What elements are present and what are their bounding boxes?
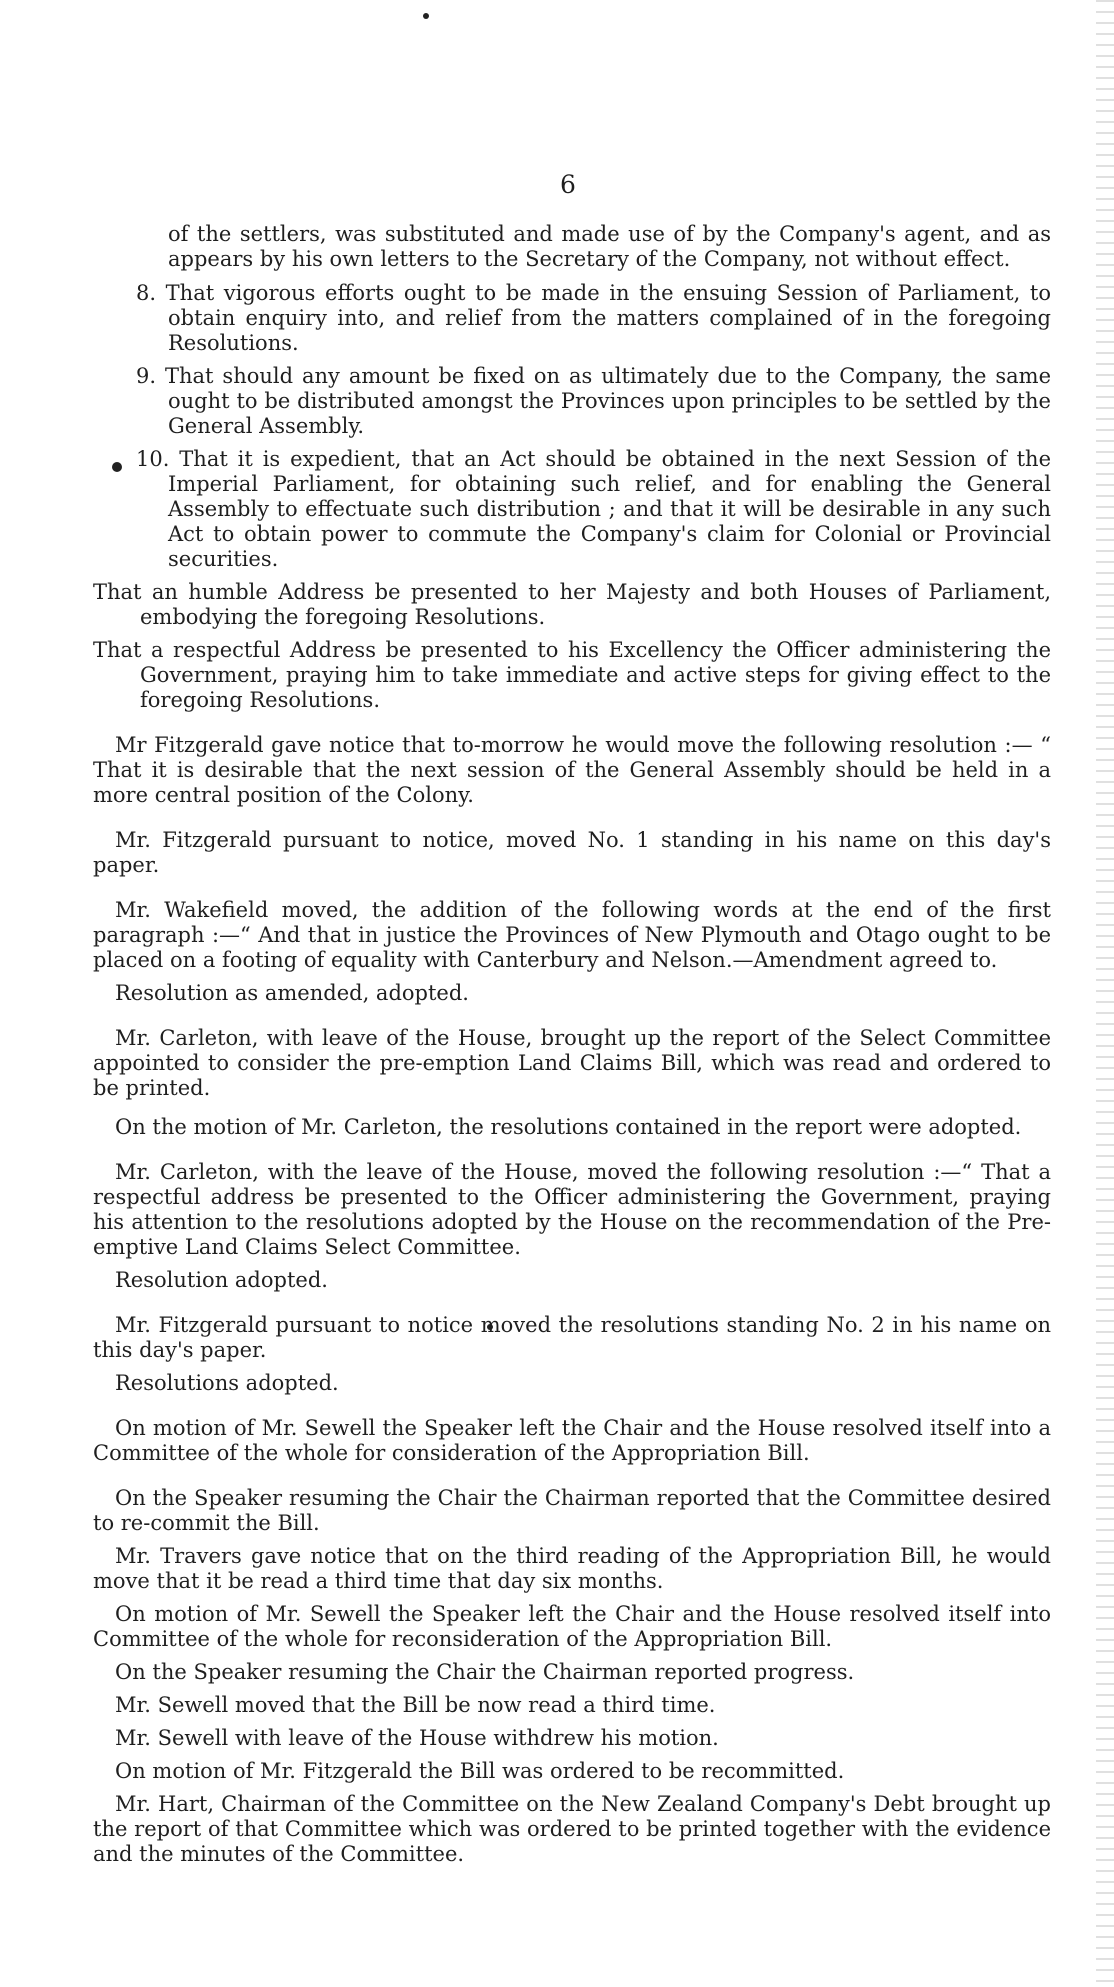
scan-edge-artifact: [1096, 0, 1114, 1987]
paragraph-continuation: of the settlers, was substituted and made use of by the Company's agent, and as appears by his own letters to the Secretary of the Company, not without effect.: [168, 222, 1051, 271]
resolution-8: 8. That vigorous efforts ought to be made in the ensuing Session of Parliament, to obtain enquiry into, and relief from the matters complained of in the foregoing Resolutions.: [136, 281, 1051, 355]
address-her-majesty: That an humble Address be presented to her Majesty and both Houses of Parliament, embodying the foregoing Resolutions.: [93, 580, 1051, 629]
carleton-report: Mr. Carleton, with leave of the House, brought up the report of the Select Committee appointed to consider the pre-emption Land Claims Bill, which was read and ordered to be printed.: [93, 1026, 1051, 1100]
committee-appropriation-bill: On motion of Mr. Sewell the Speaker left the Chair and the House resolved itself into a Committee of the whole for consideration of the Appropriation Bill.: [93, 1416, 1051, 1465]
document-body: [93, 222, 1051, 1867]
fitzgerald-moved-no-1: Mr. Fitzgerald pursuant to notice, moved No. 1 standing in his name on this day's paper.: [93, 828, 1051, 877]
carleton-address-resolution: Mr. Carleton, with the leave of the House, moved the following resolution :—“ That a respectful address be presented to the Officer administering the Government, praying his attention to the resolutions adopted by the House on the recommendation of the Pre-emptive Land Claims Select Committee.: [93, 1160, 1051, 1259]
wakefield-amendment: Mr. Wakefield moved, the addition of the following words at the end of the first paragraph :—“ And that in justice the Provinces of New Plymouth and Otago ought to be placed on a footing of equality with Canterbury and Nelson.—Amendment agreed to.: [93, 898, 1051, 972]
resolution-10: 10. That it is expedient, that an Act should be obtained in the next Session of the Imperial Parliament, for obtaining such relief, and for enabling the General Assembly to effectuate such distribution ; and that it will be desirable in any such Act to obtain power to commute the Company's claim for Colonial or Provincial securities.: [136, 447, 1051, 571]
resolution-amended-adopted: Resolution as amended, adopted.: [115, 981, 469, 1005]
resolution-9: 9. That should any amount be fixed on as ultimately due to the Company, the same ought to be distributed amongst the Provinces upon principles to be settled by the General Assembly.: [136, 364, 1051, 438]
sewell-withdrew-motion: Mr. Sewell with leave of the House withdrew his motion.: [115, 1726, 719, 1750]
sewell-third-reading: Mr. Sewell moved that the Bill be now read a third time.: [115, 1693, 716, 1717]
notice-fitzgerald: Mr Fitzgerald gave notice that to-morrow he would move the following resolution :— “ That it is desirable that the next session of the General Assembly should be held in a more central position of the Colony.: [93, 733, 1051, 807]
bill-recommitted: On motion of Mr. Fitzgerald the Bill was ordered to be recommitted.: [115, 1759, 845, 1783]
fitzgerald-moved-no-2: Mr. Fitzgerald pursuant to notice moved the resolutions standing No. 2 in his name on this day's paper.: [93, 1313, 1051, 1362]
hart-report: Mr. Hart, Chairman of the Committee on the New Zealand Company's Debt brought up the report of that Committee which was ordered to be printed together with the evidence and the minutes of the Committee.: [93, 1792, 1051, 1866]
address-excellency: That a respectful Address be presented to his Excellency the Officer administering the Government, praying him to take immediate and active steps for giving effect to the foregoing Resolutions.: [93, 638, 1051, 712]
chairman-reported-progress: On the Speaker resuming the Chair the Chairman reported progress.: [115, 1660, 855, 1684]
resolutions-adopted: Resolutions adopted.: [115, 1371, 339, 1395]
travers-notice: Mr. Travers gave notice that on the third reading of the Appropriation Bill, he would move that it be read a third time that day six months.: [93, 1544, 1051, 1593]
carleton-resolutions-adopted: On the motion of Mr. Carleton, the resolutions contained in the report were adopted.: [115, 1115, 1022, 1139]
ink-dot: [423, 13, 429, 19]
chairman-recommit-report: On the Speaker resuming the Chair the Chairman reported that the Committee desired to re-commit the Bill.: [93, 1486, 1051, 1535]
page-number: 6: [560, 170, 576, 199]
committee-reconsideration: On motion of Mr. Sewell the Speaker left the Chair and the House resolved itself into Committee of the whole for reconsideration of the Appropriation Bill.: [93, 1602, 1051, 1651]
resolution-adopted: Resolution adopted.: [115, 1268, 328, 1292]
